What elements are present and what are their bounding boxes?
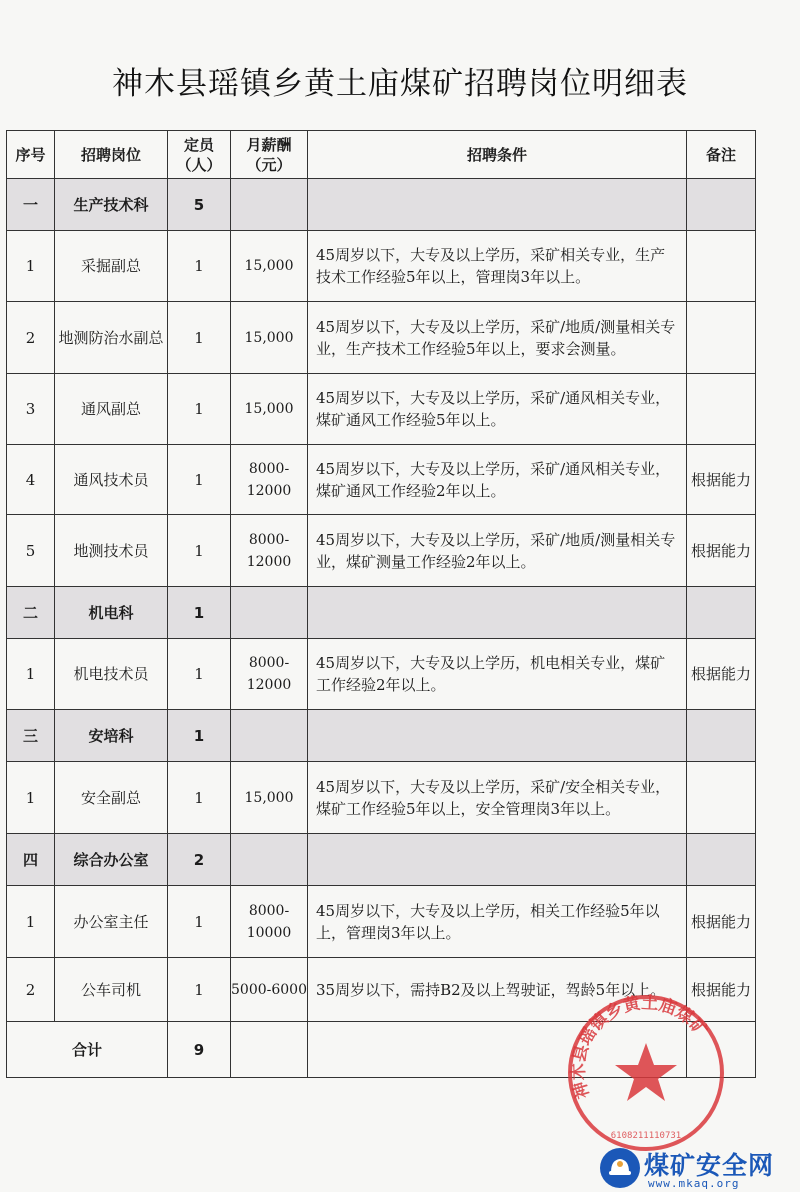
section-count: 5 (168, 179, 231, 231)
row-requirement: 45周岁以下，大专及以上学历，采矿/通风相关专业，煤矿通风工作经验2年以上。 (308, 445, 687, 515)
row-salary: 8000-12000 (231, 445, 308, 515)
row-requirement: 45周岁以下，大专及以上学历，采矿/通风相关专业，煤矿通风工作经验5年以上。 (308, 374, 687, 445)
row-requirement: 45周岁以下，大专及以上学历，机电相关专业，煤矿工作经验2年以上。 (308, 639, 687, 710)
row-requirement: 35周岁以下，需持B2及以上驾驶证，驾龄5年以上。 (308, 958, 687, 1022)
row-salary: 8000-12000 (231, 515, 308, 587)
row-count: 1 (168, 886, 231, 958)
seal-code: 6108211110731 (610, 1131, 682, 1141)
row-remark (687, 231, 756, 302)
section-name: 安培科 (55, 710, 168, 762)
watermark-name: 煤矿安全网 (644, 1151, 775, 1180)
row-requirement: 45周岁以下，大专及以上学历，采矿相关专业，生产技术工作经验5年以上，管理岗3年以上。 (308, 231, 687, 302)
row-count: 1 (168, 762, 231, 834)
table-row (7, 762, 756, 834)
row-position: 采掘副总 (55, 231, 168, 302)
row-no: 1 (7, 639, 55, 710)
table-header-row (7, 131, 756, 179)
header-salary: 月薪酬（元） (231, 131, 308, 179)
row-position: 地测技术员 (55, 515, 168, 587)
section-name: 生产技术科 (55, 179, 168, 231)
table-row (7, 445, 756, 515)
table-row (7, 374, 756, 445)
row-count: 1 (168, 445, 231, 515)
site-watermark (600, 1146, 800, 1191)
table-row (7, 302, 756, 374)
row-count: 1 (168, 639, 231, 710)
section-no: 二 (7, 587, 55, 639)
row-remark: 根据能力 (687, 886, 756, 958)
seal-text: 神木县瑶镇乡黄土庙煤矿 (568, 993, 711, 1101)
official-seal (566, 993, 726, 1153)
section-no: 三 (7, 710, 55, 762)
header-position: 招聘岗位 (55, 131, 168, 179)
section-name: 机电科 (55, 587, 168, 639)
row-count: 1 (168, 231, 231, 302)
row-no: 1 (7, 231, 55, 302)
header-remark: 备注 (687, 131, 756, 179)
section-row (7, 834, 756, 886)
row-count: 1 (168, 515, 231, 587)
seal-star-icon (615, 1043, 677, 1101)
row-no: 4 (7, 445, 55, 515)
row-remark (687, 762, 756, 834)
row-salary: 8000-10000 (231, 886, 308, 958)
row-requirement: 45周岁以下，大专及以上学历，相关工作经验5年以上，管理岗3年以上。 (308, 886, 687, 958)
row-position: 机电技术员 (55, 639, 168, 710)
total-label: 合计 (7, 1022, 168, 1078)
row-no: 2 (7, 302, 55, 374)
row-position: 地测防治水副总 (55, 302, 168, 374)
row-count: 1 (168, 374, 231, 445)
row-salary: 15,000 (231, 762, 308, 834)
total-count: 9 (168, 1022, 231, 1078)
row-requirement: 45周岁以下，大专及以上学历，采矿/地质/测量相关专业，煤矿测量工作经验2年以上。 (308, 515, 687, 587)
row-position: 通风副总 (55, 374, 168, 445)
row-salary: 8000-12000 (231, 639, 308, 710)
row-position: 办公室主任 (55, 886, 168, 958)
table-row (7, 231, 756, 302)
section-count: 1 (168, 710, 231, 762)
section-count: 1 (168, 587, 231, 639)
header-no: 序号 (7, 131, 55, 179)
row-salary: 15,000 (231, 231, 308, 302)
row-count: 1 (168, 302, 231, 374)
row-remark (687, 302, 756, 374)
row-requirement: 45周岁以下，大专及以上学历，采矿/安全相关专业，煤矿工作经验5年以上，安全管理岗3年以上。 (308, 762, 687, 834)
header-count: 定员（人） (168, 131, 231, 179)
row-position: 安全副总 (55, 762, 168, 834)
table-row (7, 515, 756, 587)
row-remark: 根据能力 (687, 515, 756, 587)
watermark-url: www.mkaq.org (648, 1177, 740, 1190)
section-row (7, 587, 756, 639)
section-count: 2 (168, 834, 231, 886)
row-no: 1 (7, 762, 55, 834)
row-salary: 15,000 (231, 302, 308, 374)
section-no: 四 (7, 834, 55, 886)
row-salary: 5000-6000 (231, 958, 308, 1022)
section-row (7, 710, 756, 762)
row-count: 1 (168, 958, 231, 1022)
row-no: 3 (7, 374, 55, 445)
row-remark (687, 374, 756, 445)
page-title: 神木县瑶镇乡黄土庙煤矿招聘岗位明细表 (112, 66, 688, 102)
row-position: 通风技术员 (55, 445, 168, 515)
watermark-logo-icon (600, 1148, 640, 1188)
header-requirement: 招聘条件 (308, 131, 687, 179)
row-no: 5 (7, 515, 55, 587)
recruitment-table (6, 130, 756, 1078)
row-position: 公车司机 (55, 958, 168, 1022)
table-row (7, 886, 756, 958)
row-remark: 根据能力 (687, 639, 756, 710)
row-salary: 15,000 (231, 374, 308, 445)
section-no: 一 (7, 179, 55, 231)
row-remark: 根据能力 (687, 958, 756, 1022)
row-no: 2 (7, 958, 55, 1022)
section-row (7, 179, 756, 231)
table-row (7, 639, 756, 710)
row-remark: 根据能力 (687, 445, 756, 515)
section-name: 综合办公室 (55, 834, 168, 886)
row-requirement: 45周岁以下，大专及以上学历，采矿/地质/测量相关专业，生产技术工作经验5年以上，要求会测量。 (308, 302, 687, 374)
row-no: 1 (7, 886, 55, 958)
